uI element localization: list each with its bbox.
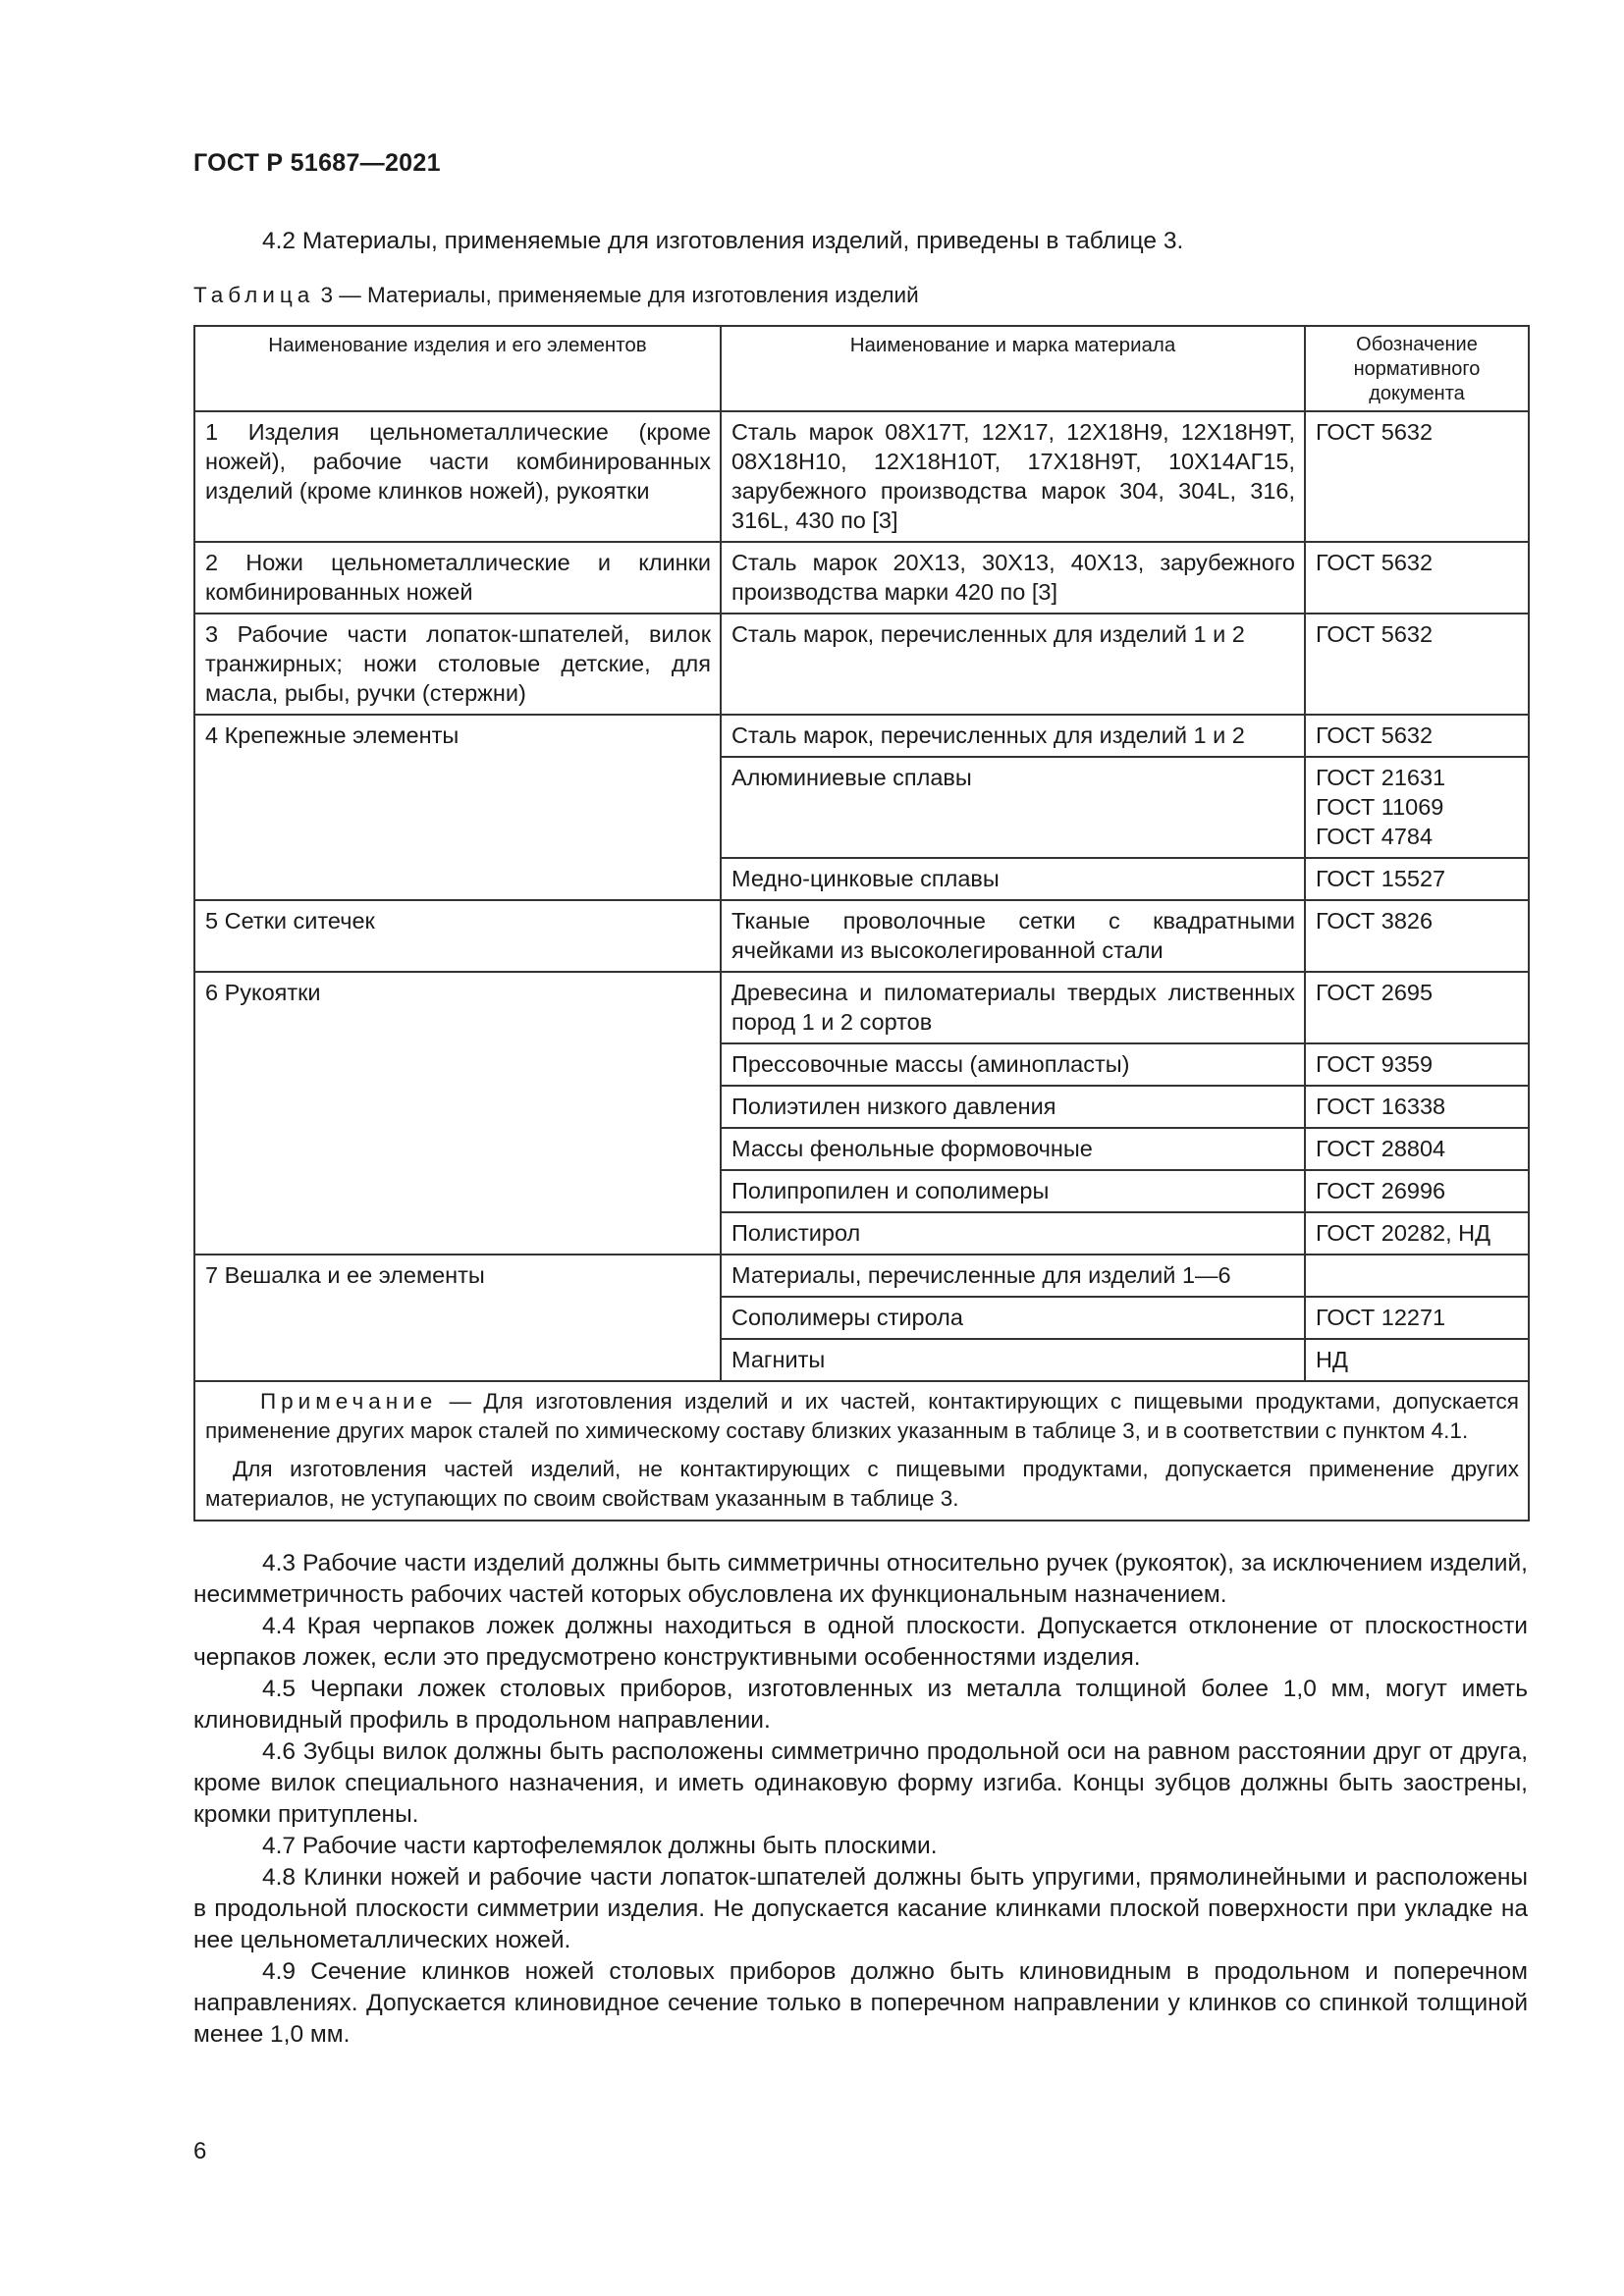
paragraph-4-7: 4.7 Рабочие части картофелемялок должны быть плоскими. <box>262 1833 938 1859</box>
item-cell: 7 Вешалка и ее элементы <box>194 1255 721 1381</box>
item-cell: 4 Крепежные элементы <box>194 715 721 900</box>
material-cell: Сополимеры стирола <box>721 1297 1305 1339</box>
note-paragraph-2: Для изготовления частей изделий, не контактирующих с пищевыми продуктами, допускается применение других материалов, не уступающих по своим свойствам указанным в таблице 3. <box>205 1457 1519 1511</box>
page-number: 6 <box>193 2138 207 2164</box>
material-cell: Сталь марок 20Х13, 30Х13, 40Х13, зарубежного производства марки 420 по [3] <box>721 542 1305 614</box>
note-label: Примечание <box>260 1389 438 1414</box>
table-row <box>194 972 1529 1043</box>
paragraph-4-5: 4.5 Черпаки ложек столовых приборов, изготовленных из металла толщиной более 1,0 мм, могут иметь клиновидный профиль в продольном направлении. <box>193 1676 1528 1734</box>
material-cell: Алюминиевые сплавы <box>721 757 1305 858</box>
material-cell: Древесина и пиломатериалы твердых лиственных пород 1 и 2 сортов <box>721 972 1305 1043</box>
document-cell: ГОСТ 2695 <box>1305 972 1529 1043</box>
item-cell: 2 Ножи цельнометаллические и клинки комбинированных ножей <box>194 542 721 614</box>
intro-paragraph: 4.2 Материалы, применяемые для изготовления изделий, приведены в таблице 3. <box>262 228 1184 254</box>
material-cell: Сталь марок, перечисленных для изделий 1 и 2 <box>721 614 1305 715</box>
table-row <box>194 542 1529 614</box>
paragraph-4-6: 4.6 Зубцы вилок должны быть расположены симметрично продольной оси на равном расстоянии друг от друга, кроме вилок специального назначения, и иметь одинаковую форму изгиба. Концы зубцов должны быть заострены, кромки притуплены. <box>193 1738 1528 1828</box>
material-cell: Медно-цинковые сплавы <box>721 858 1305 900</box>
document-cell: НД <box>1305 1339 1529 1381</box>
column-header-document: Обозначение нормативного документа <box>1305 326 1529 411</box>
item-cell: 5 Сетки ситечек <box>194 900 721 972</box>
material-cell: Сталь марок 08Х17Т, 12Х17, 12Х18Н9, 12Х18Н9Т, 08Х18Н10, 12Х18Н10Т, 17Х18Н9Т, 10Х14АГ15, зарубежного производства марок 304, 304L, 316, 316L, 430 по [3] <box>721 411 1305 542</box>
document-cell: ГОСТ 16338 <box>1305 1086 1529 1128</box>
table-row <box>194 411 1529 542</box>
document-cell: ГОСТ 3826 <box>1305 900 1529 972</box>
table-row <box>194 715 1529 757</box>
document-cell: ГОСТ 26996 <box>1305 1170 1529 1212</box>
document-cell: ГОСТ 28804 <box>1305 1128 1529 1170</box>
document-cell: ГОСТ 21631 ГОСТ 11069 ГОСТ 4784 <box>1305 757 1529 858</box>
material-cell: Прессовочные массы (аминопласты) <box>721 1043 1305 1086</box>
column-header-item: Наименование изделия и его элементов <box>194 326 721 411</box>
document-cell: ГОСТ 5632 <box>1305 542 1529 614</box>
paragraph-4-4: 4.4 Края черпаков ложек должны находиться в одной плоскости. Допускается отклонение от плоскостности черпаков ложек, если это предусмотрено конструктивными особенностями изделия. <box>193 1613 1528 1671</box>
table-caption-text: 3 — Материалы, применяемые для изготовления изделий <box>314 283 919 307</box>
document-cell: ГОСТ 9359 <box>1305 1043 1529 1086</box>
material-cell: Полиэтилен низкого давления <box>721 1086 1305 1128</box>
table-caption <box>193 283 919 308</box>
material-cell: Полистирол <box>721 1212 1305 1255</box>
paragraph-4-8: 4.8 Клинки ножей и рабочие части лопаток-шпателей должны быть упругими, прямолинейными и расположены в продольной плоскости симметрии изделия. Не допускается касание клинками плоской поверхности при укладке на нее цельнометаллических ножей. <box>193 1864 1528 1953</box>
table-note <box>194 1381 1529 1521</box>
document-cell <box>1305 1255 1529 1297</box>
table-row <box>194 1255 1529 1297</box>
document-cell: ГОСТ 20282, НД <box>1305 1212 1529 1255</box>
item-cell: 1 Изделия цельнометаллические (кроме ножей), рабочие части комбинированных изделий (кроме клинков ножей), рукоятки <box>194 411 721 542</box>
table-header-row <box>194 326 1529 411</box>
table-caption-label: Таблица <box>193 283 315 307</box>
paragraph-4-9: 4.9 Сечение клинков ножей столовых приборов должно быть клиновидным в продольном и поперечном направлениях. Допускается клиновидное сечение только в поперечном направлении у клинков со спинкой толщиной менее 1,0 мм. <box>193 1958 1528 2048</box>
material-cell: Массы фенольные формовочные <box>721 1128 1305 1170</box>
material-cell: Тканые проволочные сетки с квадратными ячейками из высоколегированной стали <box>721 900 1305 972</box>
table-note-row <box>194 1381 1529 1521</box>
note-paragraph <box>205 1387 1519 1446</box>
paragraph-4-3: 4.3 Рабочие части изделий должны быть симметричны относительно ручек (рукояток), за исключением изделий, несимметричность рабочих частей которых обусловлена их функциональным назначением. <box>193 1550 1528 1608</box>
document-cell: ГОСТ 5632 <box>1305 411 1529 542</box>
column-header-material: Наименование и марка материала <box>721 326 1305 411</box>
item-cell: 6 Рукоятки <box>194 972 721 1255</box>
materials-table <box>193 325 1530 1522</box>
material-cell: Магниты <box>721 1339 1305 1381</box>
material-cell: Полипропилен и сополимеры <box>721 1170 1305 1212</box>
material-cell: Материалы, перечисленные для изделий 1—6 <box>721 1255 1305 1297</box>
item-cell: 3 Рабочие части лопаток-шпателей, вилок транжирных; ножи столовые детские, для масла, рыбы, ручки (стержни) <box>194 614 721 715</box>
document-cell: ГОСТ 5632 <box>1305 715 1529 757</box>
document-header: ГОСТ Р 51687—2021 <box>193 149 441 177</box>
document-cell: ГОСТ 5632 <box>1305 614 1529 715</box>
body-text <box>193 1548 1528 2051</box>
document-cell: ГОСТ 12271 <box>1305 1297 1529 1339</box>
note-text: — Для изготовления изделий и их частей, контактирующих с пищевыми продуктами, допускается применение других марок сталей по химическому составу близких указанным в таблице 3, и в соответствии с пунктом 4.1. <box>205 1389 1519 1443</box>
table-row <box>194 900 1529 972</box>
table-row <box>194 614 1529 715</box>
document-cell: ГОСТ 15527 <box>1305 858 1529 900</box>
material-cell: Сталь марок, перечисленных для изделий 1 и 2 <box>721 715 1305 757</box>
